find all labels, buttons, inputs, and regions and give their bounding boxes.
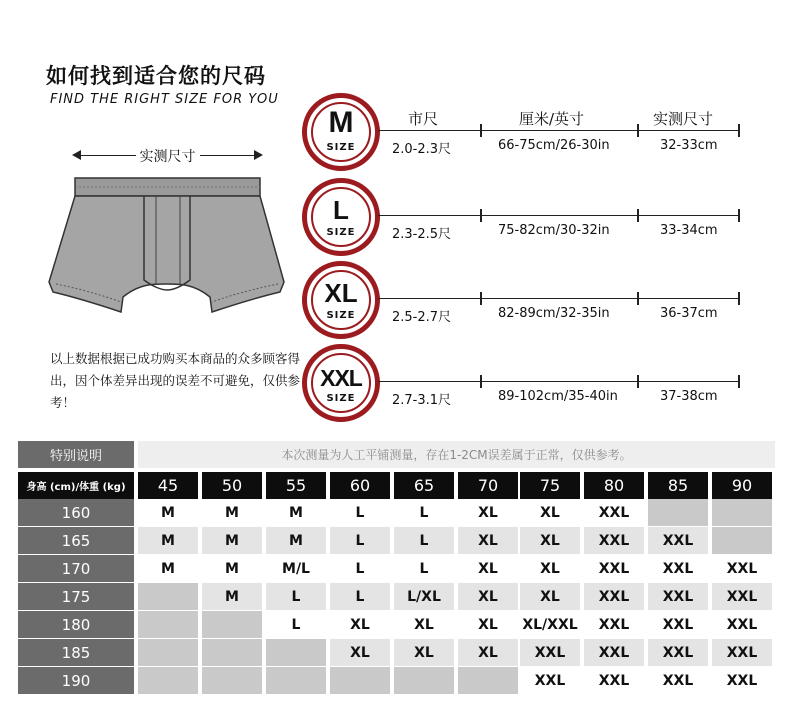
- size-cell: XL: [520, 583, 580, 610]
- size-cell: L: [394, 555, 454, 582]
- size-cell: [330, 667, 390, 694]
- size-cell: [138, 583, 198, 610]
- value-measured: 33-34cm: [660, 223, 718, 238]
- weight-header-60: 60: [330, 472, 390, 499]
- size-cell: XXL: [584, 555, 644, 582]
- scale-tick: [637, 375, 639, 388]
- size-cell: XXL: [648, 611, 708, 638]
- size-letter: L: [333, 195, 349, 225]
- size-cell: XXL: [712, 555, 772, 582]
- table-row: [18, 583, 775, 610]
- size-cell: [394, 667, 454, 694]
- table-row: [18, 611, 775, 638]
- table-row: [18, 499, 775, 526]
- value-shichi: 2.3-2.5尺: [392, 227, 452, 242]
- special-note-label: 特别说明: [18, 441, 134, 468]
- value-cm-in: 82-89cm/32-35in: [498, 306, 610, 321]
- size-cell: XL: [330, 611, 390, 638]
- size-cell: XXL: [648, 639, 708, 666]
- size-cell: XL: [458, 583, 518, 610]
- size-cell: XXL: [712, 611, 772, 638]
- value-shichi: 2.0-2.3尺: [392, 142, 452, 157]
- size-cell: XXL: [584, 611, 644, 638]
- size-cell: [266, 639, 326, 666]
- size-cell: L: [330, 555, 390, 582]
- size-letter: XXL: [320, 365, 362, 391]
- size-cell: XXL: [584, 667, 644, 694]
- size-scale-line: [378, 381, 740, 382]
- table-row: [18, 667, 775, 694]
- size-scale-line: [378, 215, 740, 216]
- weight-header-50: 50: [202, 472, 262, 499]
- size-cell: M: [202, 527, 262, 554]
- weight-header-90: 90: [712, 472, 772, 499]
- height-weight-label: 身高 (cm)/体重 (kg): [18, 472, 134, 499]
- disclaimer-note: 以上数据根据已成功购买本商品的众多顾客得出，因个体差异出现的误差不可避免，仅供参考！: [50, 351, 301, 410]
- height-cell: 185: [18, 639, 134, 666]
- size-cell: XL: [520, 527, 580, 554]
- size-cell: XXL: [584, 639, 644, 666]
- column-header-measured: 实测尺寸: [653, 110, 714, 128]
- size-cell: L: [330, 527, 390, 554]
- weight-header-row: [18, 472, 775, 499]
- size-cell: XL: [330, 639, 390, 666]
- size-badge: [302, 344, 380, 422]
- size-letter: XL: [324, 278, 358, 308]
- size-sub: SIZE: [326, 142, 356, 153]
- size-row-xxl: [302, 344, 752, 426]
- size-cell: XXL: [712, 639, 772, 666]
- height-cell: 170: [18, 555, 134, 582]
- scale-tick: [480, 292, 482, 305]
- size-cell: XXL: [648, 555, 708, 582]
- weight-header-70: 70: [458, 472, 518, 499]
- size-cell: XXL: [712, 583, 772, 610]
- special-note-text: 本次测量为人工平铺测量，存在1-2CM误差属于正常，仅供参考。: [138, 441, 775, 468]
- size-cell: L: [394, 527, 454, 554]
- measure-label: 实测尺寸: [136, 146, 200, 166]
- size-sub: SIZE: [326, 310, 356, 321]
- size-cell: M: [202, 583, 262, 610]
- page-subtitle: FIND THE RIGHT SIZE FOR YOU: [50, 92, 279, 107]
- value-cm-in: 89-102cm/35-40in: [498, 389, 618, 404]
- size-cell: XL: [394, 639, 454, 666]
- value-measured: 32-33cm: [660, 138, 718, 153]
- size-row-m: [302, 93, 752, 175]
- size-cell: M: [202, 499, 262, 526]
- size-cell: M: [202, 555, 262, 582]
- arrow-left-icon: [72, 150, 81, 160]
- size-row-xl: [302, 261, 752, 343]
- value-measured: 37-38cm: [660, 389, 718, 404]
- size-cell: L: [330, 499, 390, 526]
- size-row-l: [302, 178, 752, 260]
- table-row: [18, 639, 775, 666]
- size-cell: [458, 667, 518, 694]
- size-cell: [202, 639, 262, 666]
- column-header-cm-in: 厘米/英寸: [519, 110, 585, 128]
- size-cell: XL: [458, 555, 518, 582]
- size-letter: M: [328, 106, 354, 139]
- weight-header-85: 85: [648, 472, 708, 499]
- scale-tick: [738, 124, 740, 137]
- column-header-shichi: 市尺: [408, 110, 439, 128]
- table-row: [18, 555, 775, 582]
- size-cell: XXL: [584, 527, 644, 554]
- size-cell: M: [138, 527, 198, 554]
- scale-tick: [637, 124, 639, 137]
- scale-tick: [480, 209, 482, 222]
- size-cell: XL: [520, 555, 580, 582]
- weight-header-75: 75: [520, 472, 580, 499]
- value-cm-in: 66-75cm/26-30in: [498, 138, 610, 153]
- size-cell: [138, 639, 198, 666]
- height-cell: 165: [18, 527, 134, 554]
- size-cell: [266, 667, 326, 694]
- size-cell: M: [138, 499, 198, 526]
- size-cell: [138, 611, 198, 638]
- weight-header-45: 45: [138, 472, 198, 499]
- weight-header-80: 80: [584, 472, 644, 499]
- size-cell: L: [266, 611, 326, 638]
- size-cell: [202, 667, 262, 694]
- size-cell: L: [266, 583, 326, 610]
- size-cell: XXL: [648, 667, 708, 694]
- weight-header-55: 55: [266, 472, 326, 499]
- size-cell: L: [394, 499, 454, 526]
- weight-header-65: 65: [394, 472, 454, 499]
- value-shichi: 2.7-3.1尺: [392, 393, 452, 408]
- scale-tick: [738, 209, 740, 222]
- size-cell: [712, 499, 772, 526]
- table-row: [18, 527, 775, 554]
- size-cell: XXL: [648, 527, 708, 554]
- size-badge: [302, 178, 380, 256]
- size-badge: [302, 93, 380, 171]
- size-cell: M: [266, 499, 326, 526]
- briefs-illustration: [44, 172, 289, 322]
- table-header-row: [18, 441, 775, 468]
- size-cell: XL: [458, 639, 518, 666]
- size-cell: M/L: [266, 555, 326, 582]
- size-cell: XXL: [520, 667, 580, 694]
- scale-tick: [480, 124, 482, 137]
- size-cell: [202, 611, 262, 638]
- scale-tick: [480, 375, 482, 388]
- height-cell: 175: [18, 583, 134, 610]
- size-scale-line: [378, 298, 740, 299]
- value-measured: 36-37cm: [660, 306, 718, 321]
- size-cell: XXL: [648, 583, 708, 610]
- size-scale-line: [378, 130, 740, 131]
- size-cell: XL: [458, 527, 518, 554]
- value-cm-in: 75-82cm/30-32in: [498, 223, 610, 238]
- scale-tick: [738, 292, 740, 305]
- page-title: 如何找到适合您的尺码: [46, 64, 266, 88]
- height-cell: 160: [18, 499, 134, 526]
- size-cell: XXL: [520, 639, 580, 666]
- size-cell: XL: [394, 611, 454, 638]
- scale-tick: [637, 292, 639, 305]
- size-cell: [138, 667, 198, 694]
- value-shichi: 2.5-2.7尺: [392, 310, 452, 325]
- size-cell: XL/XXL: [520, 611, 580, 638]
- size-cell: L/XL: [394, 583, 454, 610]
- size-cell: XXL: [584, 583, 644, 610]
- size-sub: SIZE: [326, 227, 356, 238]
- size-cell: [712, 527, 772, 554]
- size-sub: SIZE: [326, 393, 356, 404]
- size-cell: L: [330, 583, 390, 610]
- scale-tick: [738, 375, 740, 388]
- height-cell: 180: [18, 611, 134, 638]
- height-cell: 190: [18, 667, 134, 694]
- size-badge: [302, 261, 380, 339]
- size-cell: XXL: [584, 499, 644, 526]
- size-cell: M: [266, 527, 326, 554]
- size-cell: XL: [458, 499, 518, 526]
- scale-tick: [637, 209, 639, 222]
- size-cell: XL: [458, 611, 518, 638]
- size-cell: XL: [520, 499, 580, 526]
- measurement-indicator: [70, 146, 265, 164]
- size-cell: [648, 499, 708, 526]
- size-cell: XXL: [712, 667, 772, 694]
- arrow-right-icon: [254, 150, 263, 160]
- size-cell: M: [138, 555, 198, 582]
